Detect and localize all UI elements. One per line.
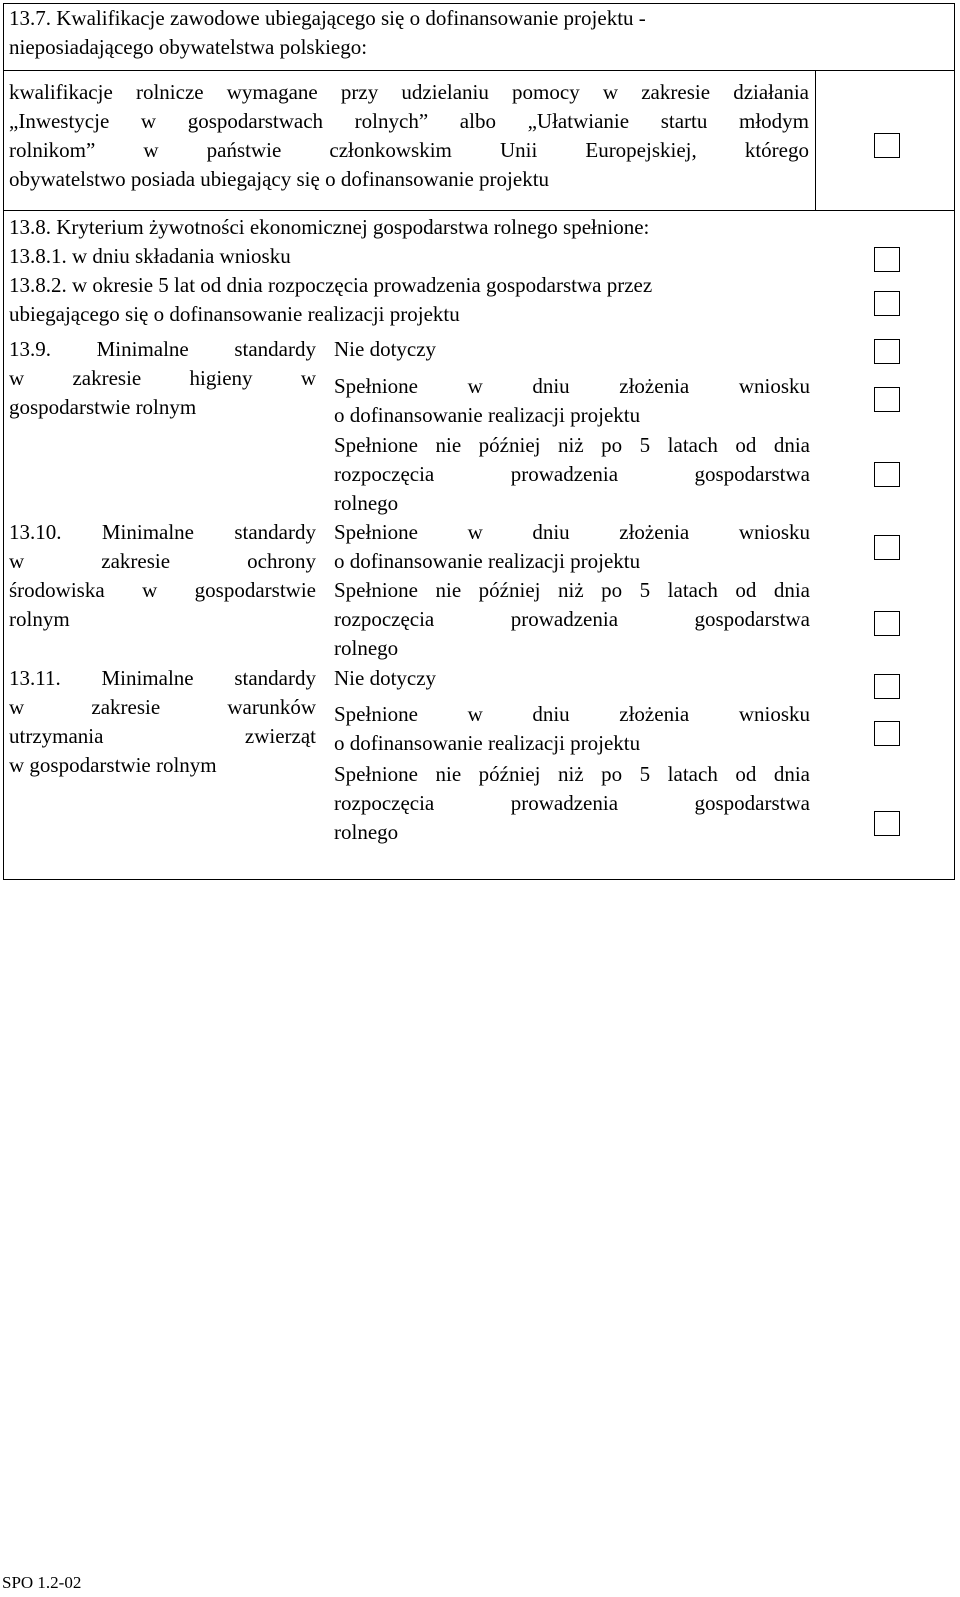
section-13-9-label-line-2: w zakresie higieny w <box>9 366 316 390</box>
section-13-7-heading-line-2: nieposiadającego obywatelstwa polskiego: <box>9 35 368 59</box>
section-13-10-label-line-3: środowiska w gospodarstwie <box>9 578 316 602</box>
hygiene-met-at-application-checkbox[interactable] <box>874 387 900 412</box>
checkbox-column-divider <box>815 70 816 211</box>
qualification-text-line-3: rolnikom” w państwie członkowskim Unii Europejskiej, którego <box>9 138 809 162</box>
viability-option-2-label-line-1: 13.8.2. w okresie 5 lat od dnia rozpoczęcia prowadzenia gospodarstwa przez <box>9 273 653 297</box>
section-divider-13-7 <box>3 70 955 71</box>
animal-welfare-met-at-application-checkbox[interactable] <box>874 721 900 746</box>
section-13-7-heading-line-1: 13.7. Kwalifikacje zawodowe ubiegającego się o dofinansowanie projektu - <box>9 6 646 30</box>
section-13-11-label-line-1: 13.11. Minimalne standardy <box>9 666 316 690</box>
environment-met-at-application-line-2: o dofinansowanie realizacji projektu <box>334 549 641 573</box>
hygiene-not-applicable-checkbox[interactable] <box>874 339 900 364</box>
animal-welfare-met-within-5-years-checkbox[interactable] <box>874 811 900 836</box>
environment-met-at-application-line-1: Spełnione w dniu złożenia wniosku <box>334 520 810 544</box>
section-13-10-label-line-4: rolnym <box>9 607 70 631</box>
qualification-text-line-4: obywatelstwo posiada ubiegający się o dofinansowanie projektu <box>9 167 550 191</box>
qualification-text-line-1: kwalifikacje rolnicze wymagane przy udzielaniu pomocy w zakresie działania <box>9 80 809 104</box>
animal-welfare-met-at-application-line-1: Spełnione w dniu złożenia wniosku <box>334 702 810 726</box>
section-13-11-label-line-2: w zakresie warunków <box>9 695 316 719</box>
animal-welfare-not-applicable-label: Nie dotyczy <box>334 666 437 690</box>
hygiene-met-within-5-years-line-3: rolnego <box>334 491 399 515</box>
hygiene-met-at-application-line-1: Spełnione w dniu złożenia wniosku <box>334 374 810 398</box>
section-13-10-label-line-2: w zakresie ochrony <box>9 549 316 573</box>
section-13-8-heading: 13.8. Kryterium żywotności ekonomicznej gospodarstwa rolnego spełnione: <box>9 215 650 239</box>
environment-met-within-5-years-line-3: rolnego <box>334 636 399 660</box>
environment-met-at-application-checkbox[interactable] <box>874 535 900 560</box>
viability-option-2-checkbox[interactable] <box>874 291 900 316</box>
hygiene-met-within-5-years-line-1: Spełnione nie później niż po 5 latach od dnia <box>334 433 810 457</box>
qualification-checkbox[interactable] <box>874 133 900 158</box>
environment-met-within-5-years-line-2: rozpoczęcia prowadzenia gospodarstwa <box>334 607 810 631</box>
viability-option-1-checkbox[interactable] <box>874 247 900 272</box>
viability-option-1-label: 13.8.1. w dniu składania wniosku <box>9 244 291 268</box>
animal-welfare-not-applicable-checkbox[interactable] <box>874 674 900 699</box>
section-13-9-label-line-3: gospodarstwie rolnym <box>9 395 197 419</box>
viability-option-2-label-line-2: ubiegającego się o dofinansowanie realizacji projektu <box>9 302 460 326</box>
animal-welfare-met-within-5-years-line-2: rozpoczęcia prowadzenia gospodarstwa <box>334 791 810 815</box>
form-code-footer: SPO 1.2-02 <box>2 1573 82 1592</box>
section-13-9-label-line-1: 13.9. Minimalne standardy <box>9 337 316 361</box>
section-divider-13-8 <box>3 210 955 211</box>
hygiene-met-at-application-line-2: o dofinansowanie realizacji projektu <box>334 403 641 427</box>
section-13-10-label-line-1: 13.10. Minimalne standardy <box>9 520 316 544</box>
section-13-11-label-line-3: utrzymania zwierząt <box>9 724 316 748</box>
animal-welfare-met-within-5-years-line-3: rolnego <box>334 820 399 844</box>
hygiene-not-applicable-label: Nie dotyczy <box>334 337 437 361</box>
section-13-11-label-line-4: w gospodarstwie rolnym <box>9 753 217 777</box>
qualification-text-line-2: „Inwestycje w gospodarstwach rolnych” albo „Ułatwianie startu młodym <box>9 109 809 133</box>
hygiene-met-within-5-years-line-2: rozpoczęcia prowadzenia gospodarstwa <box>334 462 810 486</box>
animal-welfare-met-within-5-years-line-1: Spełnione nie później niż po 5 latach od dnia <box>334 762 810 786</box>
animal-welfare-met-at-application-line-2: o dofinansowanie realizacji projektu <box>334 731 641 755</box>
hygiene-met-within-5-years-checkbox[interactable] <box>874 462 900 487</box>
environment-met-within-5-years-line-1: Spełnione nie później niż po 5 latach od dnia <box>334 578 810 602</box>
environment-met-within-5-years-checkbox[interactable] <box>874 611 900 636</box>
